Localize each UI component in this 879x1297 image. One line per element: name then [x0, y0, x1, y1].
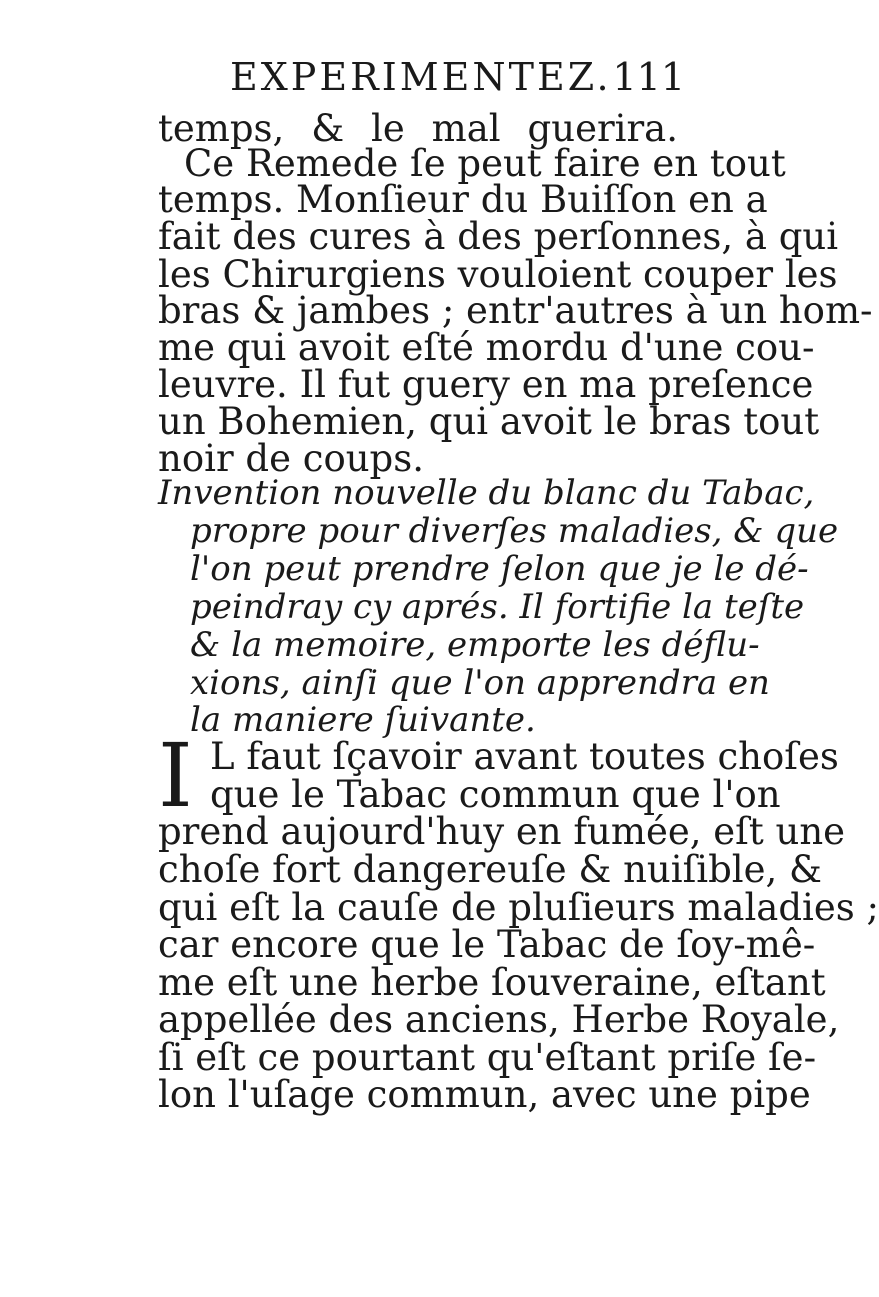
text-line: L faut ſçavoir avant toutes choſes [210, 735, 839, 778]
text-line: choſe fort dangereuſe & nuiſible, & [158, 848, 822, 891]
drop-cap: I [158, 724, 193, 827]
text-line: lon l'uſage commun, avec une pipe [158, 1073, 811, 1116]
text-line: bras & jambes ; entr'autres à un hom- [158, 289, 873, 332]
text-line: prend aujourd'huy en fumée, eſt une [158, 810, 846, 853]
text-line: car encore que le Tabac de ſoy-mê- [158, 923, 816, 966]
text-line: que le Tabac commun que l'on [210, 773, 781, 816]
text-line: qui eſt la cauſe de pluſieurs maladies ; [158, 886, 879, 929]
text-line: me eſt une herbe ſouveraine, eſtant [158, 961, 826, 1004]
text-line: appellée des anciens, Herbe Royale, [158, 998, 840, 1041]
text-line: me qui avoit eſté mordu d'une cou- [158, 326, 815, 369]
section-heading-line: peindray cy aprés. Il fortifie la teſte [190, 587, 805, 627]
running-title: EXPERIMENTEZ. [230, 55, 612, 99]
text-line: les Chirurgiens vouloient couper les [158, 253, 838, 296]
text-line: temps. Monſieur du Buiſſon en a [158, 178, 768, 221]
text-line: leuvre. Il fut guery en ma preſence [158, 363, 814, 406]
page-number: 111 [612, 55, 685, 99]
section-heading-line: Invention nouvelle du blanc du Tabac, [158, 473, 815, 513]
section-heading-line: l'on peut prendre ſelon que je le dé- [190, 549, 809, 589]
section-heading-line: propre pour diverſes maladies, & que [190, 511, 839, 551]
text-line: fait des cures à des perſonnes, à qui [158, 215, 839, 258]
text-line: noir de coups. [158, 437, 424, 480]
section-heading-line: & la memoire, emporte les déflu- [190, 625, 760, 665]
section-heading-line: xions, ainſi que l'on apprendra en [190, 663, 770, 703]
text-line: ſi eſt ce pourtant qu'eſtant priſe ſe- [158, 1036, 817, 1079]
text-line: temps, & le mal guerira. [158, 107, 678, 150]
text-line: Ce Remede ſe peut faire en tout [184, 142, 786, 185]
text-line: un Bohemien, qui avoit le bras tout [158, 400, 820, 443]
section-heading-line: la maniere ſuivante. [190, 700, 536, 740]
